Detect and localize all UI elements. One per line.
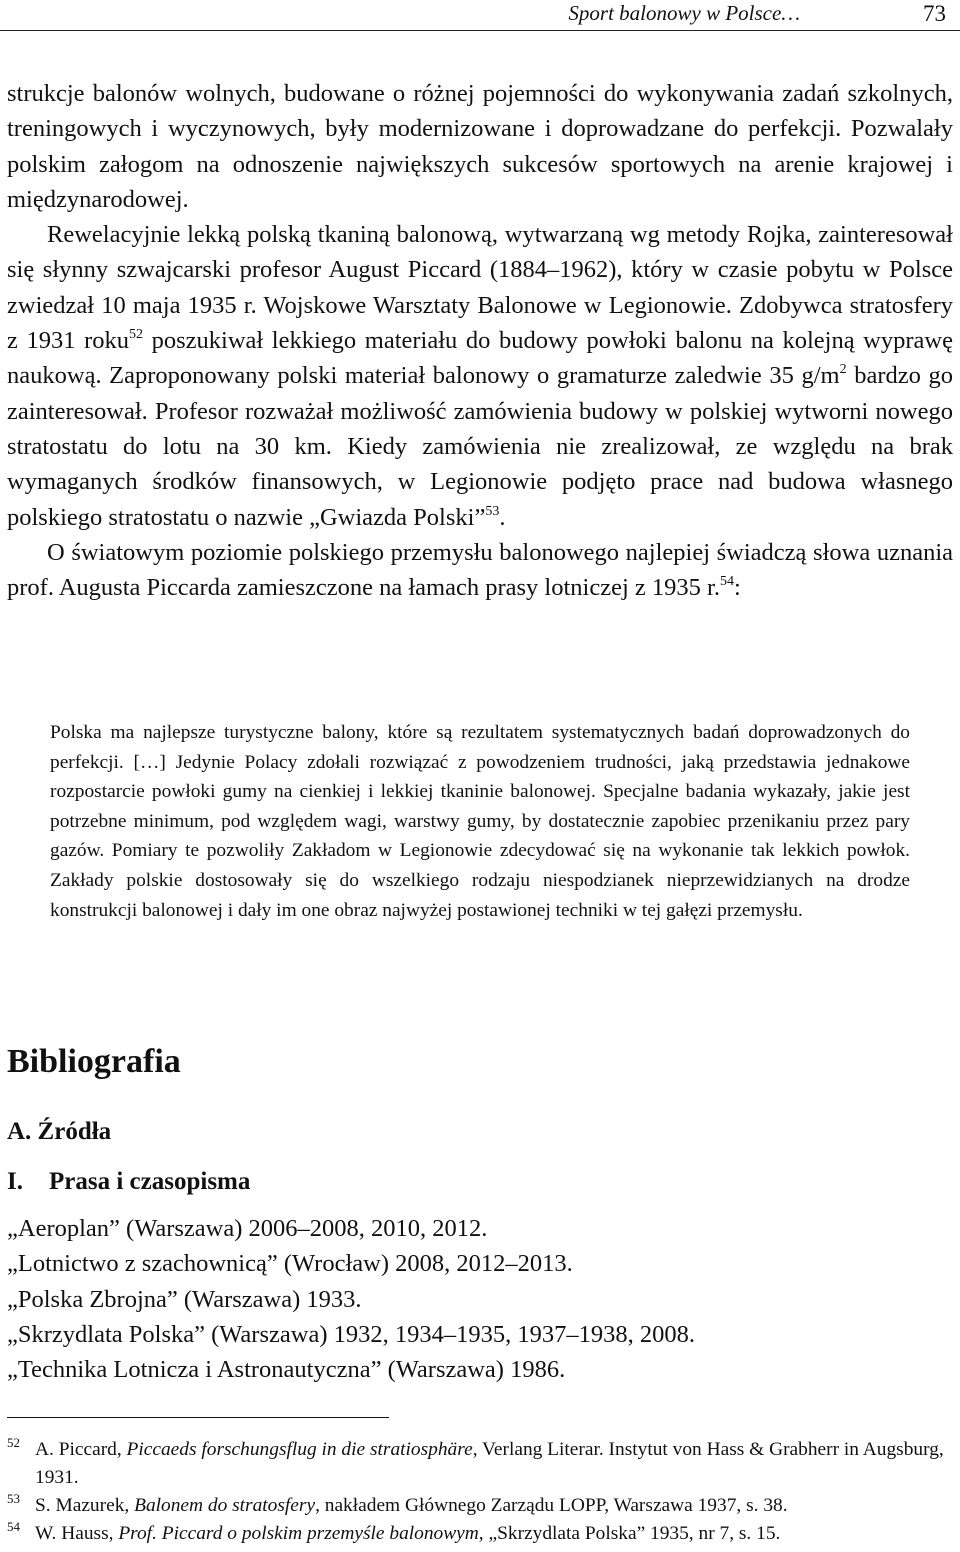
- paragraph-2-end: .: [499, 503, 506, 531]
- paragraph-2-part-3: bardzo go zainteresował. Profesor rozważał możliwość zamówienia budowy w polskiej wytworni nowego stratostatu do lotu na 30 km. Kiedy zamówienia nie zrealizował, ze względu na brak wymaganych środków finansowych, w Legionowie podjęto prace nad budowa własnego polskiego stratostatu o nazwie „Gwiazda Polski”: [7, 362, 953, 531]
- press-entry: „Skrzydlata Polska” (Warszawa) 1932, 1934–1935, 1937–1938, 2008.: [7, 1320, 695, 1348]
- footnote-title: Piccaeds forschungsflug in die stratiosphäre: [126, 1439, 473, 1460]
- press-entry: „Technika Lotnicza i Astronautyczna” (Warszawa) 1986.: [7, 1356, 566, 1384]
- running-title: Sport balonowy w Polsce…: [568, 1, 800, 25]
- footnotes: [7, 1436, 953, 1548]
- footnote-rest: , „Skrzydlata Polska” 1935, nr 7, s. 15.: [478, 1523, 781, 1544]
- footnote-author: W. Hauss,: [35, 1523, 119, 1544]
- paragraph-3-end: :: [733, 574, 741, 602]
- sources-heading: A. Źródła: [7, 1118, 112, 1145]
- footnote-text: [35, 1436, 953, 1492]
- quote-text: Polska ma najlepsze turystyczne balony, które są rezultatem systematycznych badań doprowadzonych do perfekcji. […] Jedynie Polacy zdołali rozwiązać z powodzeniem trudności, jaką przedstawia jednakowe rozpostarcie powłoki gumy na cienkiej i lekkiej tkaninie balonowej. Specjalne badania wykazały, jakie jest potrzebne minimum, pod względem wagi, warstwy gumy, by dostatecznie zapobiec przenikaniu przez pary gazów. Pomiary te pozwoliły Zakładom w Legionowie zdecydować się na wykonanie tak lekkich powłok. Zakłady polskie dostosowały się do wszelkiego rodzaju niespodzianek nieprzewidzianych na drodze konstrukcji balonowej i dały im one obraz najwyżej postawionej techniki w tej gałęzi przemysłu.: [50, 722, 910, 921]
- press-list: [7, 1211, 953, 1387]
- footnote-rest: , Verlang Literar. Instytut von Hass & Grabherr in Augsburg, 1931.: [35, 1439, 944, 1488]
- press-heading-title: Prasa i czasopisma: [49, 1168, 251, 1195]
- footnote-author: A. Piccard,: [35, 1439, 127, 1460]
- footnote-ref-53[interactable]: 53: [485, 503, 500, 519]
- footnote-number: 53: [7, 1491, 20, 1506]
- press-heading-number: I.: [7, 1168, 23, 1195]
- press-heading: [7, 1168, 250, 1196]
- footnote-number: 52: [7, 1435, 20, 1450]
- bibliography-heading: Bibliografia: [7, 1043, 181, 1080]
- block-quote: [50, 718, 910, 925]
- paragraph-3: [7, 535, 953, 606]
- page-header: [0, 0, 960, 31]
- body-text: [7, 76, 953, 605]
- paragraph-2: [7, 217, 953, 535]
- footnote-ref-54[interactable]: 54: [719, 574, 734, 590]
- press-entry: „Polska Zbrojna” (Warszawa) 1933.: [7, 1285, 362, 1313]
- footnote-rest: , nakładem Głównego Zarządu LOPP, Warszawa 1937, s. 38.: [315, 1495, 788, 1516]
- footnote-ref-52[interactable]: 52: [129, 327, 143, 343]
- footnote-54: [7, 1520, 953, 1548]
- paragraph-2-part-1: Rewelacyjnie lekką polską tkaniną balonową, wytwarzaną wg metody Rojka, zainteresował się słynny szwajcarski profesor August Piccard (1884–1962), który w czasie pobytu w Polsce zwiedzał 10 maja 1935 r. Wojskowe Warsztaty Balonowe w Legionowie. Zdobywca stratosfery z 1931 roku: [7, 221, 953, 355]
- press-entry: „Aeroplan” (Warszawa) 2006–2008, 2010, 2012.: [7, 1215, 488, 1242]
- footnote-number: 54: [7, 1519, 20, 1534]
- footnote-title: Balonem do stratosfery: [134, 1495, 316, 1516]
- footnote-52: [7, 1436, 953, 1492]
- footnote-text: [35, 1520, 953, 1548]
- press-entry: „Lotnictwo z szachownicą” (Wrocław) 2008, 2012–2013.: [7, 1250, 573, 1278]
- page-number: 73: [923, 1, 946, 26]
- paragraph-1: strukcje balonów wolnych, budowane o różnej pojemności do wykonywania zadań szkolnych, treningowych i wyczynowych, były modernizowane i doprowadzane do perfekcji. Pozwalały polskim załogom na odnoszenie największych sukcesów sportowych na arenie krajowej i międzynarodowej.: [7, 80, 953, 213]
- footnote-author: S. Mazurek,: [35, 1495, 135, 1516]
- superscript-2: 2: [839, 362, 847, 378]
- paragraph-3-part-1: O światowym poziomie polskiego przemysłu balonowego najlepiej świadczą słowa uznania prof. Augusta Piccarda zamieszczone na łamach prasy lotniczej z 1935 r.: [7, 538, 953, 602]
- footnote-53: [7, 1492, 953, 1520]
- footnote-title: Prof. Piccard o polskim przemyśle balonowym: [118, 1523, 479, 1544]
- footnote-separator: [7, 1417, 389, 1418]
- footnote-text: [35, 1492, 953, 1520]
- paragraph-2-part-2: poszukiwał lekkiego materiału do budowy powłoki balonu na kolejną wyprawę naukową. Zaproponowany polski materiał balonowy o gramaturze zaledwie 35 g/m: [7, 327, 953, 390]
